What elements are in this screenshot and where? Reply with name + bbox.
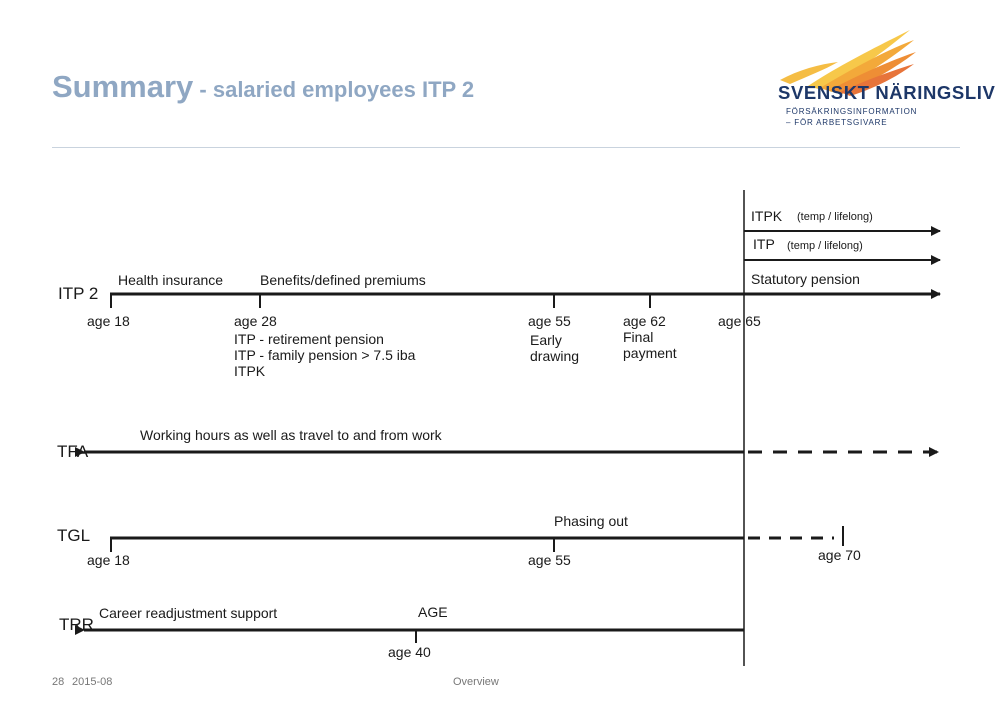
age-55-note-drawing: drawing	[530, 348, 580, 364]
benefits-label: Benefits/defined premiums	[260, 272, 426, 288]
itpk-label: ITPK	[751, 208, 783, 224]
logo-subtitle-1: FÖRSÄKRINGSINFORMATION	[786, 107, 918, 116]
itp2-age-65: age 65	[718, 313, 761, 329]
tgl-age-55: age 55	[528, 552, 571, 568]
footer-page-number: 28	[52, 676, 65, 688]
logo-name: SVENSKT NÄRINGSLIV	[778, 82, 995, 103]
logo-subtitle-2: – FÖR ARBETSGIVARE	[786, 118, 888, 127]
tgl-age-70: age 70	[818, 547, 861, 563]
age-62-note-final: Final	[623, 329, 654, 345]
trr-row-label: TRR	[59, 615, 94, 634]
age-55-note-early: Early	[530, 332, 562, 348]
itp2-age-55: age 55	[528, 313, 571, 329]
itp-note: (temp / lifelong)	[787, 240, 863, 252]
statutory-pension-label: Statutory pension	[751, 271, 860, 287]
tgl-phasing-out: Phasing out	[554, 513, 628, 529]
health-insurance-label: Health insurance	[118, 272, 224, 288]
tgl-row-label: TGL	[57, 526, 91, 545]
itpk-note: (temp / lifelong)	[797, 211, 873, 223]
trr-career-note: Career readjustment support	[99, 605, 278, 621]
itp2-age-28: age 28	[234, 313, 277, 329]
footer-date: 2015-08	[72, 676, 113, 688]
age-62-note-payment: payment	[623, 345, 677, 361]
title-main: Summary	[52, 69, 194, 104]
age-28-note-itpk: ITPK	[234, 363, 266, 379]
tfa-note: Working hours as well as travel to and from work	[140, 427, 442, 443]
tfa-row-label: TFA	[57, 442, 89, 461]
tgl-age-18: age 18	[87, 552, 130, 568]
trr-age-40: age 40	[388, 644, 431, 660]
age-28-note-retirement: ITP - retirement pension	[234, 331, 384, 347]
itp2-row-label: ITP 2	[58, 284, 99, 303]
itp-label: ITP	[753, 236, 775, 252]
title-subtitle: - salaried employees ITP 2	[193, 77, 475, 102]
itp2-age-62: age 62	[623, 313, 666, 329]
itp2-age-18: age 18	[87, 313, 130, 329]
trr-age-label: AGE	[418, 604, 448, 620]
age-28-note-family: ITP - family pension > 7.5 iba	[234, 347, 416, 363]
footer-section: Overview	[453, 676, 499, 688]
